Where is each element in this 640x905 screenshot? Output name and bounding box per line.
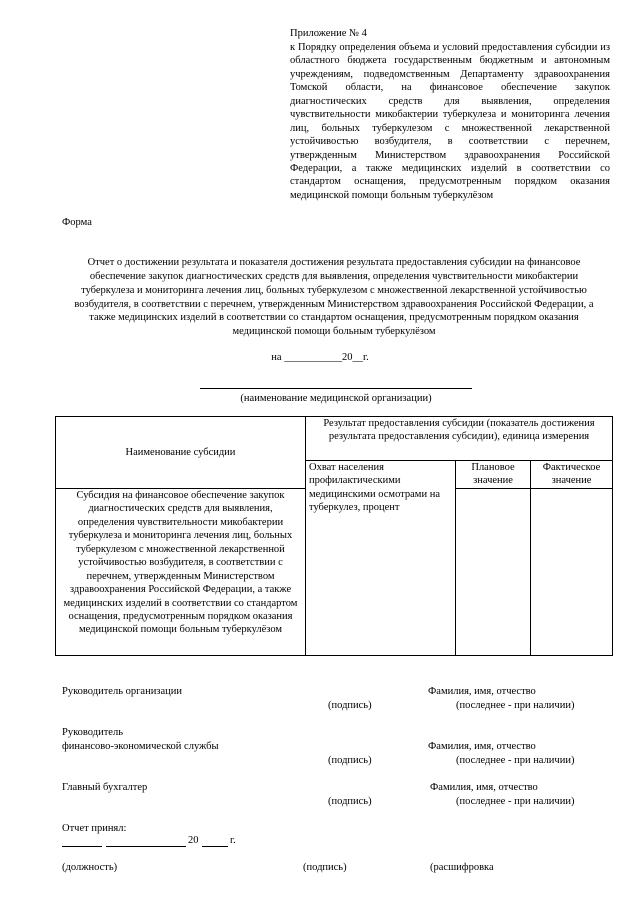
finance-title-line1: Руководитель (62, 727, 123, 738)
finance-name-note: (последнее - при наличии) (456, 755, 575, 766)
appendix-title: Приложение № 4 (290, 28, 367, 39)
report-title: Отчет о достижении результата и показателя достижения результата предоставления субсидии на финансовое обеспечение закупок диагностических средств для выявления, определения чувствительности микобактерии туберкулеза и мониторинга лечения лиц, больных туберкулезом с множественной лекарственной устойчивостью возбудителя, в соответствии с перечнем, утвержденным Министерством здравоохранения Российской Федерации, а также медицинских изделий в соответствии со стандартом оснащения, предусмотренным порядком оказания медицинской помощи больным туберкулёзом (74, 257, 594, 338)
accepted-label: Отчет принял: (62, 823, 127, 834)
head-title: Руководитель организации (62, 686, 182, 697)
report-date-line (0, 351, 640, 365)
actual-header: Фактическое значение (531, 461, 613, 489)
date-year-blank: __ (352, 352, 363, 363)
form-label: Форма (62, 217, 92, 228)
accepted-decoding-caption: (расшифровка (430, 862, 494, 873)
finance-sign-caption: (подпись) (328, 755, 372, 766)
accepted-date-suffix: г. (230, 835, 236, 846)
accepted-sign-caption: (подпись) (303, 862, 347, 873)
accepted-year-line (202, 846, 228, 847)
col-result-header: Результат предоставления субсидии (показатель достижения результата предоставления субсидии), единица измерения (306, 417, 613, 461)
accepted-month-line (106, 846, 186, 847)
finance-name-caption: Фамилия, имя, отчество (428, 741, 536, 752)
appendix-text: к Порядку определения объема и условий предоставления субсидии из областного бюджета государственным бюджетным и автономным учреждениям, подведомственным Департаменту здравоохранения Томской области, на финансовое обеспечение закупок диагностических средств для выявления, определения чувствительности микобактерии туберкулеза и мониторинга лечения лиц, больных туберкулезом с множественной лекарственной устойчивостью возбудителя, в соответствии с перечнем, утвержденным Министерством здравоохранения Российской Федерации, а также медицинских изделий в соответствии со стандартом оснащения, предусмотренным порядком оказания медицинской помощи больным туберкулёзом (290, 42, 610, 201)
accountant-name-note: (последнее - при наличии) (456, 796, 575, 807)
subsidy-name-cell: Субсидия на финансовое обеспечение закупок диагностических средств для выявления, определения чувствительности микобактерии туберкулеза и мониторинга лечения лиц, больных туберкулезом с множественной лекарственной устойчивостью возбудителя, в соответствии с перечнем, утвержденным Министерством здравоохранения Российской Федерации, а также медицинских изделий в соответствии со стандартом оснащения, предусмотренным порядком оказания медицинской помощи больным туберкулёзом (56, 489, 306, 656)
planned-value-cell (456, 489, 531, 656)
date-suffix: г. (362, 352, 369, 363)
accepted-day-line (62, 846, 102, 847)
accepted-position-caption: (должность) (62, 862, 118, 873)
accountant-name-caption: Фамилия, имя, отчество (430, 782, 538, 793)
org-name-caption: (наименование медицинской организации) (240, 393, 432, 404)
date-blank: ___________ (284, 352, 342, 363)
col-subsidy-header: Наименование субсидии (56, 417, 306, 489)
actual-value-cell (531, 489, 613, 656)
accountant-title: Главный бухгалтер (62, 782, 148, 793)
indicator-cell: Охват населения профилактическими медицинскими осмотрами на туберкулез, процент (306, 461, 456, 656)
date-prefix: на (271, 352, 282, 363)
org-name-line (200, 388, 472, 389)
accountant-sign-caption: (подпись) (328, 796, 372, 807)
report-table (55, 416, 613, 656)
head-sign-caption: (подпись) (328, 700, 372, 711)
date-year-prefix: 20 (341, 352, 353, 363)
finance-title-line2: финансово-экономической службы (62, 741, 219, 752)
head-name-note: (последнее - при наличии) (456, 700, 575, 711)
planned-header: Плановое значение (456, 461, 531, 489)
accepted-date-year: 20 (188, 835, 199, 846)
head-name-caption: Фамилия, имя, отчество (428, 686, 536, 697)
